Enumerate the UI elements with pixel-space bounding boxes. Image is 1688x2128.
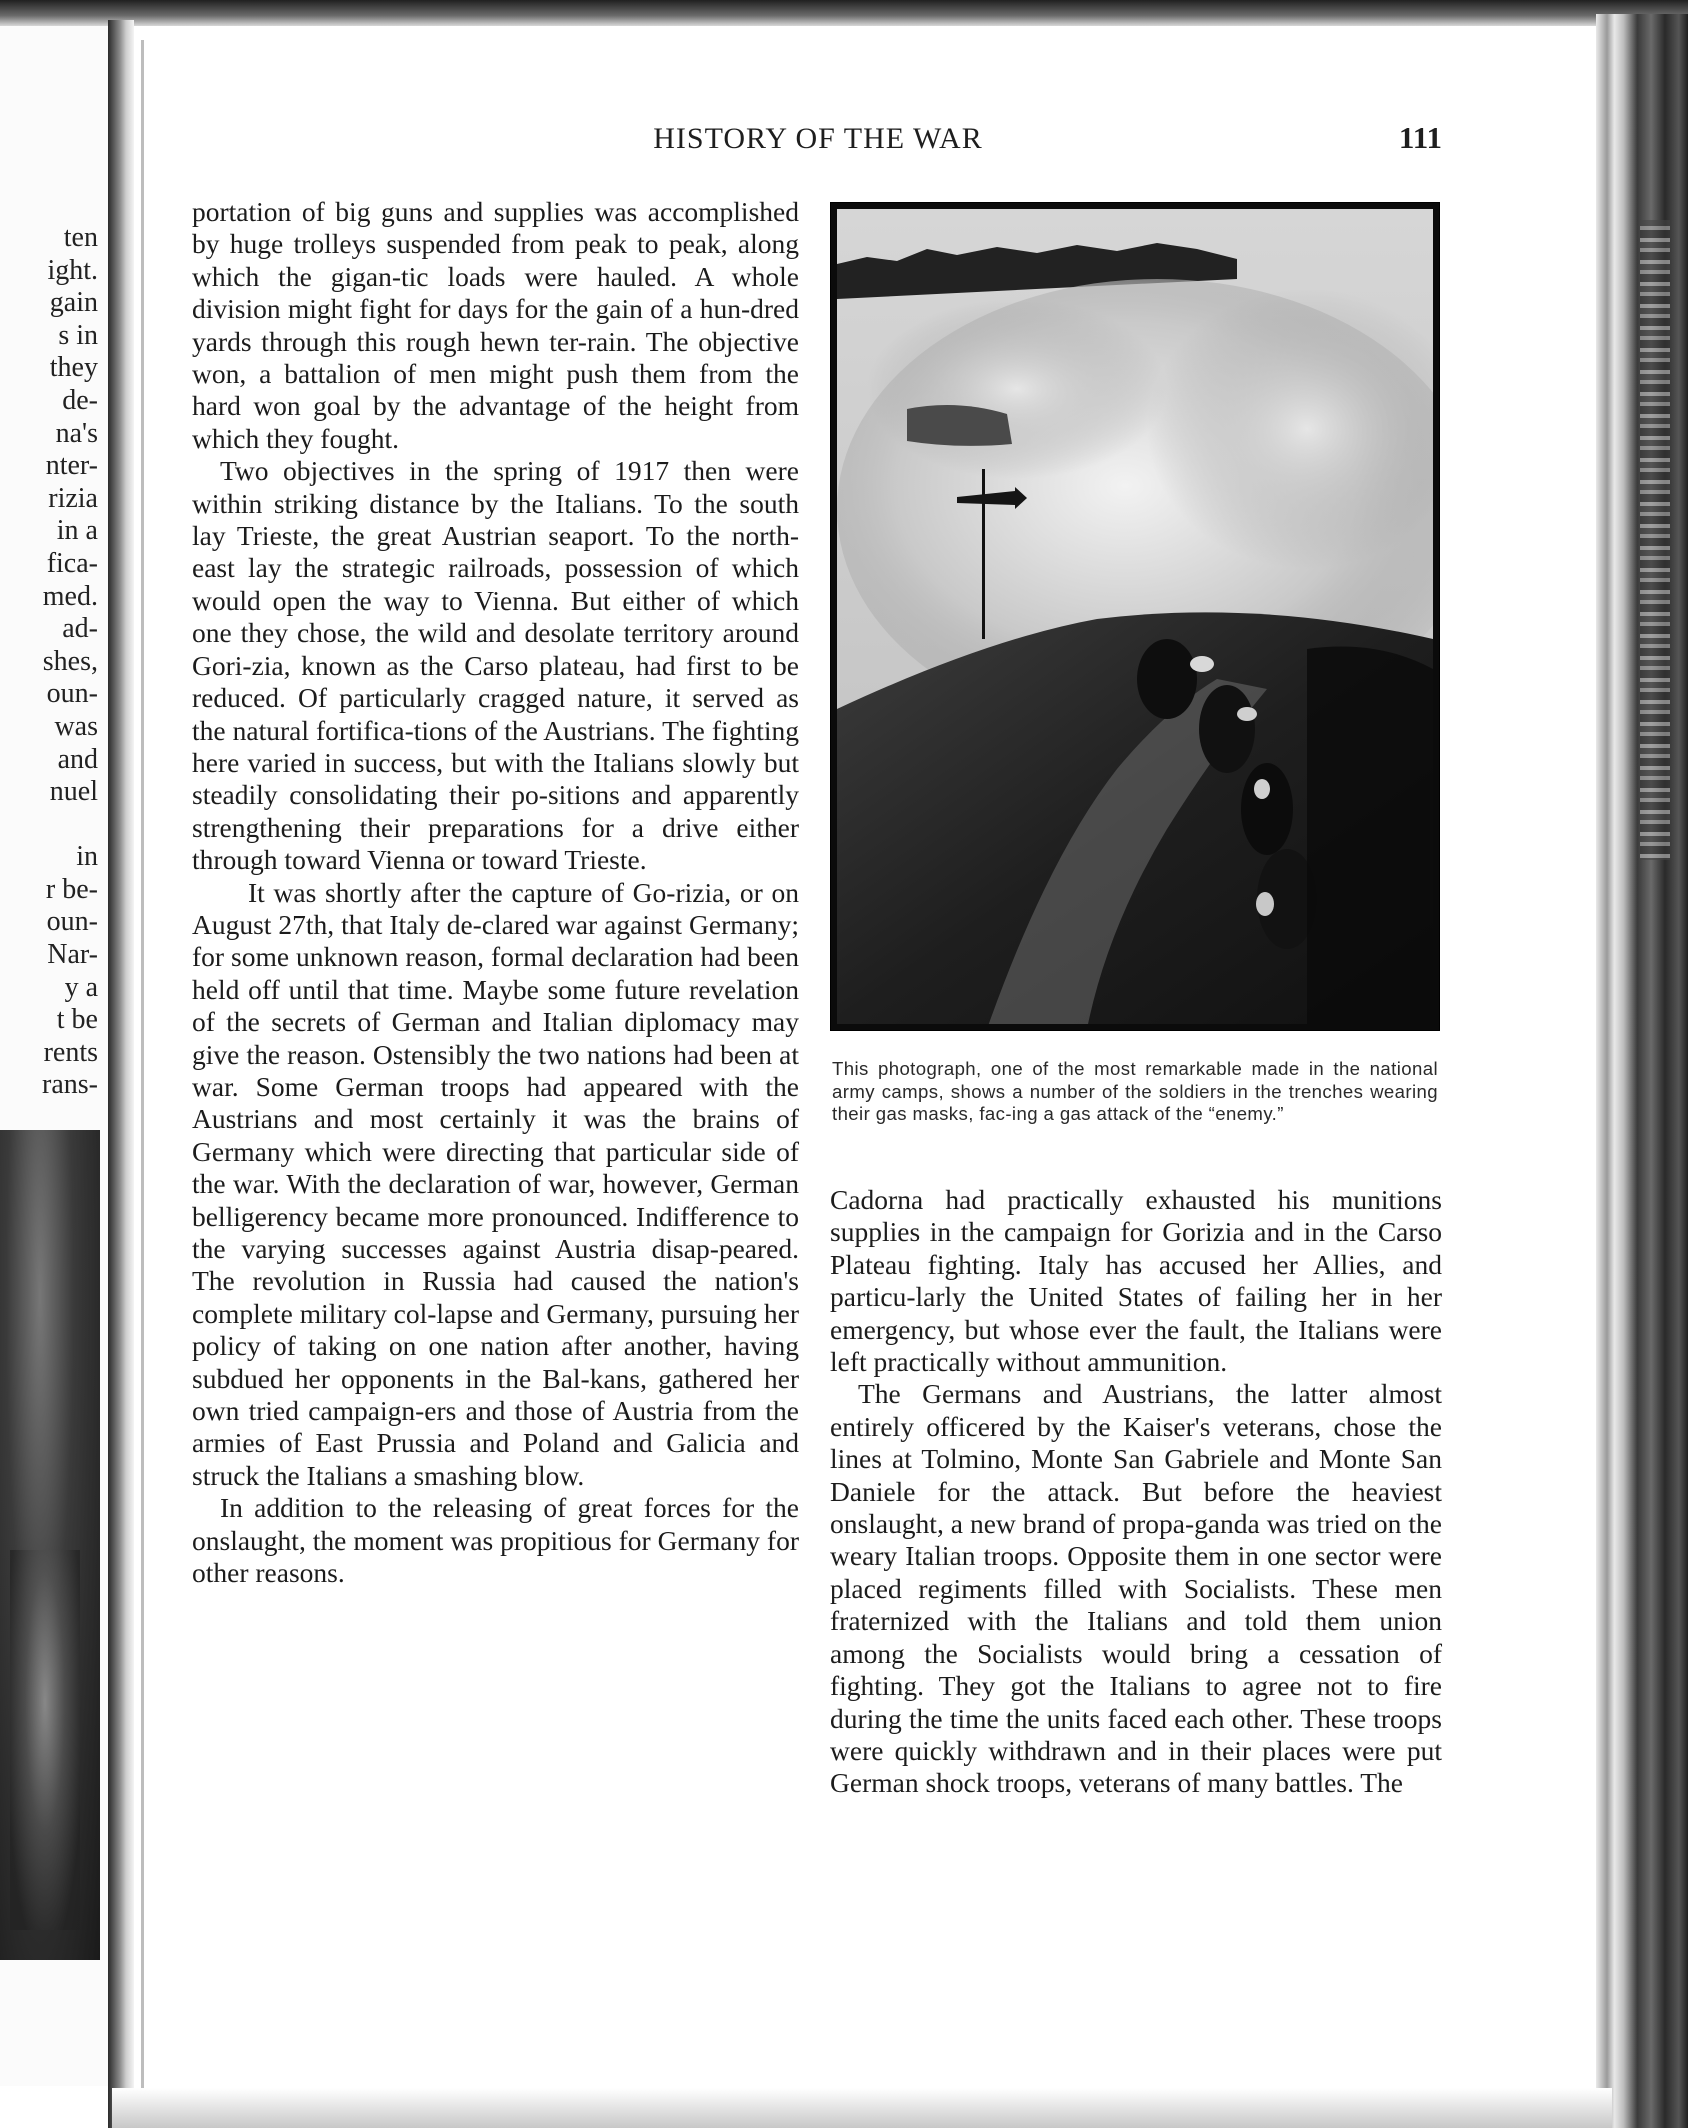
fragment-line: shes, bbox=[42, 645, 98, 677]
scan-bottom-edge bbox=[112, 2088, 1612, 2128]
fragment-line: ten bbox=[63, 222, 98, 253]
fragment-line: Nar- bbox=[47, 939, 98, 971]
fragment-line: s in bbox=[58, 319, 98, 351]
fragment-line: fica- bbox=[46, 547, 98, 579]
fragment-line: nuel bbox=[49, 776, 98, 808]
fragment-line: rizia bbox=[48, 482, 98, 514]
photograph-image bbox=[837, 209, 1433, 1024]
right-text-column bbox=[830, 1184, 1442, 1800]
fragment-line bbox=[0, 809, 98, 842]
fragment-line: ad- bbox=[62, 613, 98, 645]
paragraph: The Germans and Austrians, the latter almost entirely officered by the Kaiser's veterans, chose the lines at Tolmino, Monte San Gabriele and Monte San Daniele for the attack. But before the heaviest onslaught, a new brand of propa-ganda was tried on the weary Italian troops. Opposite them in one sector were placed regiments filled with Socialists. These men fraternized with the Italians and told them union among the Socialists would bring a cessation of fighting. They got the Italians to agree not to fire during the time the units faced each other. These troops were quickly withdrawn and in their places were put German shock troops, veterans of many battles. The bbox=[830, 1378, 1442, 1799]
photo-caption: This photograph, one of the most remarkable made in the national army camps, shows a number of the soldiers in the trenches wearing their gas masks, fac-ing a gas attack of the “enemy.” bbox=[832, 1058, 1438, 1124]
paragraph: In addition to the releasing of great forces for the onslaught, the moment was propitious for Germany for other reasons. bbox=[192, 1492, 799, 1589]
fragment-line: rans- bbox=[42, 1069, 98, 1101]
left-text-column bbox=[192, 196, 799, 1589]
paragraph: Two objectives in the spring of 1917 then were within striking distance by the Italians. To the south lay Trieste, the great Austrian seaport. To the north-east lay the strategic railroads, possession of which would open the way to Vienna. But either of which one they chose, the wild and desolate territory around Gori-zia, known as the Carso plateau, had first to be reduced. Of particularly cragged nature, it served as the natural fortifica-tions of the Austrians. The fighting here varied in success, but with the Italians slowly but steadily consolidating their po-sitions and apparently strengthening their preparations for a drive either through toward Vienna or toward Trieste. bbox=[192, 455, 799, 876]
facing-page-text-fragments bbox=[0, 222, 98, 1102]
paragraph: portation of big guns and supplies was accomplished by huge trolleys suspended from peak to peak, along which the gigan-tic loads were hauled. A whole division might fight for days for the gain of a hun-dred yards through this rough hewn ter-rain. The objective won, a battalion of men might push them from the hard won goal by the advantage of the height from which they fought. bbox=[192, 196, 799, 454]
fore-edge-tabs bbox=[1640, 220, 1670, 860]
fragment-line: t be bbox=[56, 1004, 98, 1036]
fragment-line: na's bbox=[55, 417, 98, 449]
fragment-line: y a bbox=[64, 971, 98, 1003]
fragment-line: nter- bbox=[45, 450, 98, 482]
fragment-line: in a bbox=[56, 515, 98, 547]
fragment-line: they bbox=[49, 352, 98, 384]
page-number: 111 bbox=[1398, 120, 1442, 155]
scan-top-edge bbox=[0, 0, 1688, 26]
fragment-line: oun- bbox=[46, 906, 98, 938]
gutter-shadow-line bbox=[141, 40, 144, 2100]
paragraph: It was shortly after the capture of Go-rizia, or on August 27th, that Italy de-clared war against Germany; for some unknown reason, formal declaration had been held off until that time. Maybe some future revelation of the secrets of German and Italian diplomacy may give the reason. Ostensibly the two nations had been at war. Some German troops had appeared with the Austrians and most certainly it was the brains of Germany which were directing that particular side of the war. With the declaration of war, however, German belligerency became more pronounced. Indifference to the varying successes against Austria disap-peared. The revolution in Russia had caused the nation's complete military col-lapse and Germany, pursuing her policy of taking on one nation after another, having subdued her opponents in the Bal-kans, gathered her own tried campaign-ers and those of Austria from the armies of East Prussia and Poland and Galicia and struck the Italians a smashing blow. bbox=[192, 876, 799, 1491]
fragment-line: gain bbox=[49, 287, 98, 319]
fragment-line: de- bbox=[62, 384, 98, 416]
paragraph: Cadorna had practically exhausted his munitions supplies in the campaign for Gorizia and in the Carso Plateau fighting. Italy has accused her Allies, and particu-larly the United States of failing her in her emergency, but whose ever the fault, the Italians were left practically without ammunition. bbox=[830, 1184, 1442, 1378]
fragment-line: rents bbox=[43, 1036, 98, 1068]
fragment-line: ight. bbox=[47, 254, 98, 286]
book-gutter bbox=[108, 20, 134, 2128]
fragment-line: in bbox=[76, 841, 98, 873]
facing-page-photo bbox=[0, 1130, 100, 1960]
gas-attack-photograph bbox=[830, 202, 1440, 1031]
fragment-line: oun- bbox=[46, 678, 98, 710]
fragment-line: r be- bbox=[45, 873, 98, 905]
facing-page bbox=[0, 26, 112, 2086]
fragment-line: med. bbox=[42, 580, 98, 612]
running-head: HISTORY OF THE WAR bbox=[653, 122, 983, 155]
fragment-line: was bbox=[54, 710, 98, 742]
fragment-line: and bbox=[57, 743, 98, 775]
